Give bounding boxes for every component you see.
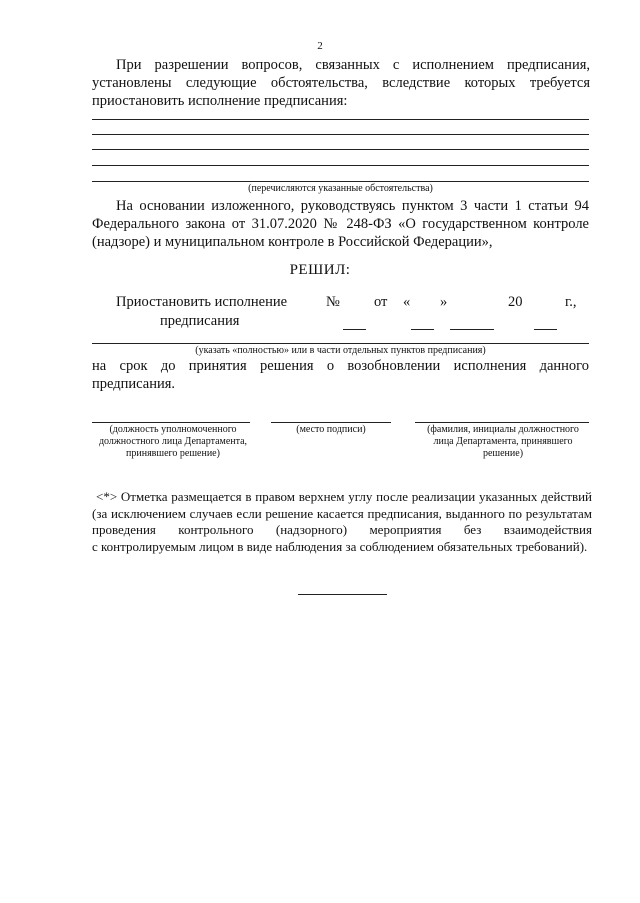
day-blank-line bbox=[411, 329, 434, 330]
circumstances-line-1: При разрешении вопросов, связанных с исполнением предписания, bbox=[116, 57, 590, 73]
circumstances-blank-line bbox=[92, 149, 589, 150]
position-signature-line bbox=[92, 422, 250, 423]
closing-separator bbox=[298, 594, 387, 595]
scope-caption: (указать «полностью» или в части отдельных пунктов предписания) bbox=[195, 345, 486, 356]
suspend-text-line-2: предписания bbox=[160, 313, 240, 329]
circumstances-blank-line bbox=[92, 119, 589, 120]
footnote bbox=[92, 489, 592, 555]
name-signature-line bbox=[415, 422, 589, 423]
basis-line-1: На основании изложенного, руководствуясь пунктом 3 части 1 статьи 94 bbox=[116, 198, 589, 214]
quote-open: « bbox=[403, 294, 411, 310]
decision-heading: РЕШИЛ: bbox=[289, 262, 351, 278]
year-suffix: г., bbox=[565, 294, 577, 310]
term-line-2: предписания. bbox=[92, 376, 176, 392]
from-label: от bbox=[374, 294, 388, 310]
footnote-line-4: с контролируемым лицом в виде наблюдения за соблюдением обязательных требований). bbox=[92, 538, 588, 554]
circumstances-line-3: приостановить исполнение предписания: bbox=[92, 93, 348, 109]
quote-close: » bbox=[440, 294, 448, 310]
footnote-line-1: <*> Отметка размещается в правом верхнем углу после реализации указанных действий bbox=[96, 489, 592, 504]
circumstances-line-2: установлены следующие обстоятельства, вследствие которых требуется bbox=[92, 75, 590, 91]
basis-paragraph bbox=[92, 197, 589, 251]
circumstances-blank-line bbox=[92, 165, 589, 166]
year-prefix: 20 bbox=[508, 294, 523, 310]
position-caption: (должность уполномоченного должностного лица Департамента, принявшего решение) bbox=[98, 424, 248, 459]
month-blank-line bbox=[450, 329, 494, 330]
number-sign: № bbox=[326, 294, 340, 310]
basis-line-3: (надзоре) и муниципальном контроле в Российской Федерации», bbox=[92, 234, 493, 250]
scope-blank-line bbox=[92, 343, 589, 344]
footnote-line-3: проведения контрольного (надзорного) мероприятия без взаимодействия bbox=[92, 522, 592, 537]
page-number: 2 bbox=[317, 40, 323, 52]
place-signature-line bbox=[271, 422, 391, 423]
circumstances-caption: (перечисляются указанные обстоятельства) bbox=[248, 183, 433, 194]
year-blank-line bbox=[534, 329, 557, 330]
circumstances-paragraph bbox=[92, 56, 590, 110]
term-paragraph bbox=[92, 357, 589, 393]
place-caption: (место подписи) bbox=[296, 424, 366, 435]
name-caption: (фамилия, инициалы должностного лица Департамента, принявшего решение) bbox=[427, 424, 579, 459]
basis-line-2: Федерального закона от 31.07.2020 № 248-ФЗ «О государственном контроле bbox=[92, 216, 589, 232]
term-line-1: на срок до принятия решения о возобновлении исполнения данного bbox=[92, 358, 589, 374]
suspend-text-line-1: Приостановить исполнение bbox=[116, 294, 288, 310]
footnote-line-2: (за исключением случаев если решение касается предписания, выданного по результатам bbox=[92, 505, 592, 521]
number-blank-line bbox=[343, 329, 366, 330]
circumstances-blank-line bbox=[92, 134, 589, 135]
circumstances-blank-line bbox=[92, 181, 589, 182]
